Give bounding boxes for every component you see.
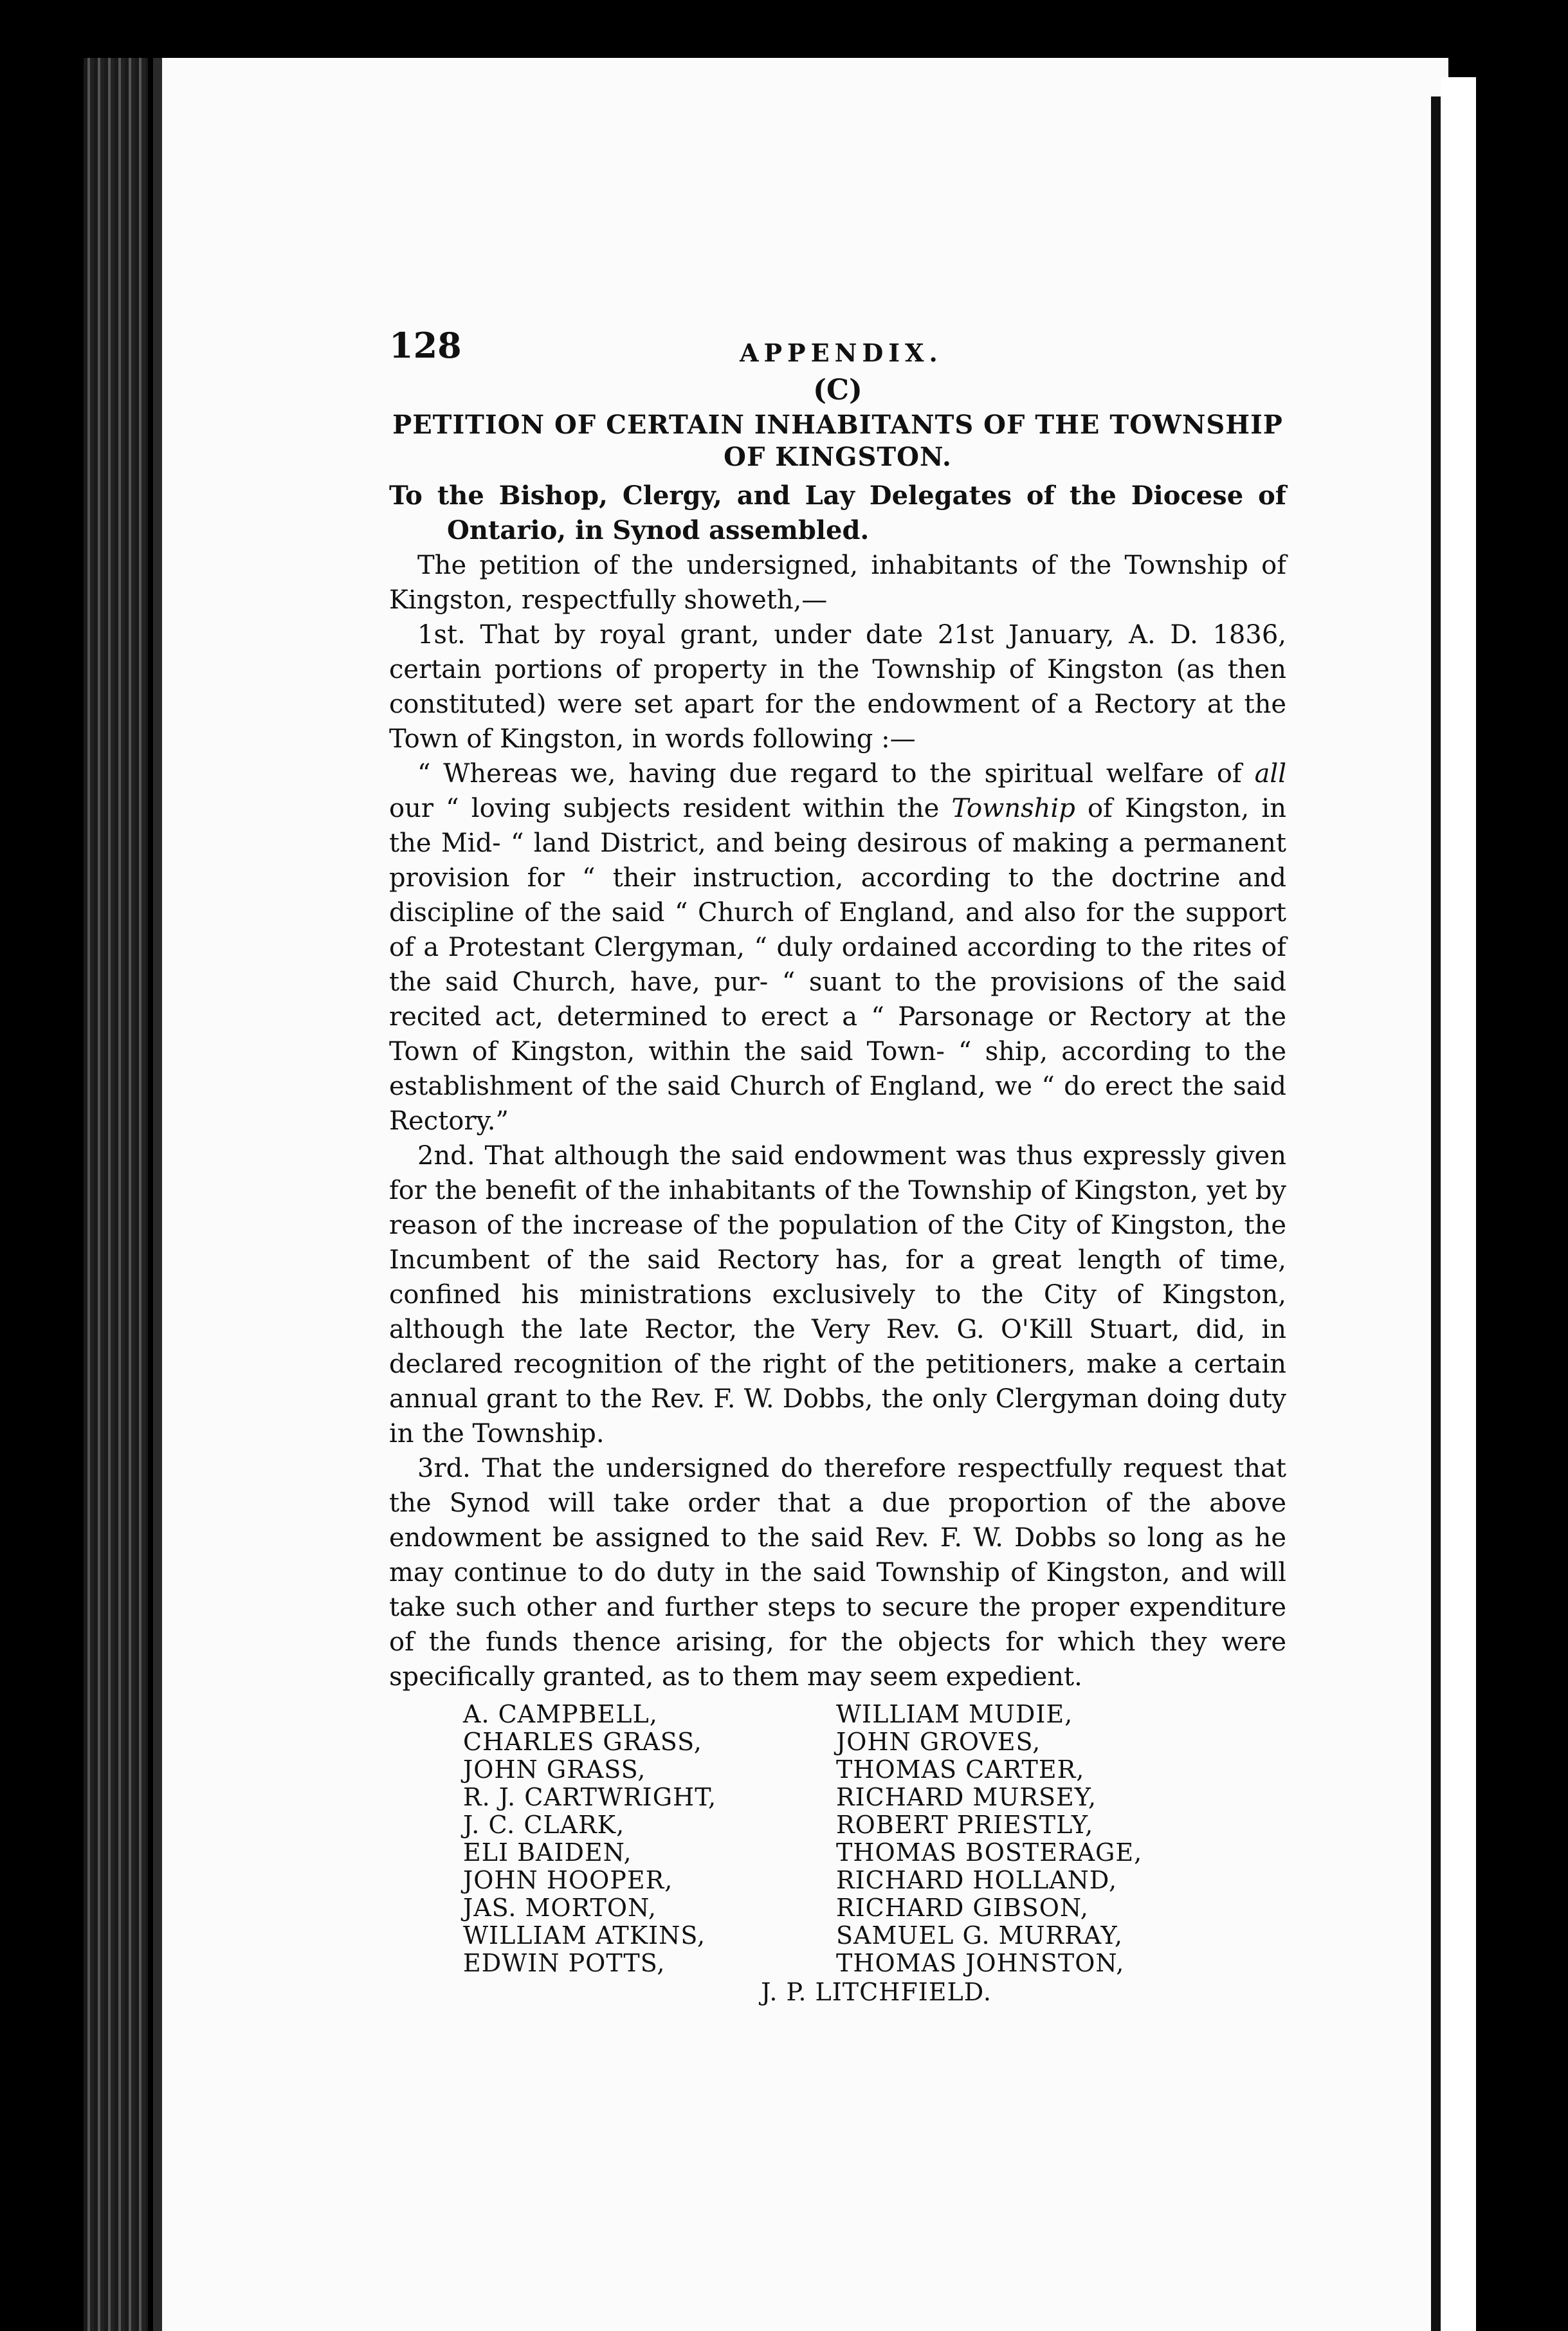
title-line-2: OF KINGSTON.	[724, 442, 952, 472]
quote-italic-all: all	[1254, 759, 1286, 789]
signature: ROBERT PRIESTLY,	[836, 1811, 1094, 1839]
page-number: 128	[389, 325, 462, 366]
signature: EDWIN POTTS,	[463, 1949, 666, 1977]
signature-right-column	[836, 1701, 1222, 1977]
signature: RICHARD MURSEY,	[836, 1783, 1097, 1811]
signature: WILLIAM MUDIE,	[836, 1700, 1073, 1728]
intro-paragraph: The petition of the undersigned, inhabitants of the Township of Kingston, respectfully showeth,—	[389, 551, 1286, 615]
address-line: To the Bishop, Clergy, and Lay Delegates of the Diocese of Ontario, in Synod assembled.	[389, 480, 1286, 545]
signature: THOMAS BOSTERAGE,	[836, 1838, 1143, 1867]
signature: WILLIAM ATKINS,	[463, 1921, 706, 1950]
paragraph-2: 2nd. That although the said endowment was thus expressly given for the benefit of the inhabitants of the Township of Kingston, yet by reason of the increase of the population of the City of Kingston, the Incumbent of the said Rectory has, for a great length of time, confined his ministrations exclusively to the City of Kingston, although the late Rector, the Very Rev. G. O'Kill Stuart, did, in declared recognition of the right of the petitioners, make a certain annual grant to the Rev. F. W. Dobbs, the only Clergyman doing duty in the Township.	[389, 1141, 1286, 1449]
quote-part-a: “ Whereas we, having due regard to the spiritual welfare of	[417, 759, 1255, 789]
book-page-edge	[84, 58, 148, 2331]
signature: RICHARD GIBSON,	[836, 1894, 1089, 1922]
signature-final: J. P. LITCHFIELD.	[761, 1978, 992, 2006]
signature: JAS. MORTON,	[463, 1894, 657, 1922]
page-content	[389, 325, 1286, 2007]
signature: RICHARD HOLLAND,	[836, 1866, 1118, 1894]
signature: THOMAS CARTER,	[836, 1755, 1085, 1784]
signature: JOHN GRASS,	[463, 1755, 646, 1784]
signature-list	[463, 1701, 1286, 1977]
signature-left-column	[463, 1701, 836, 1977]
running-head: APPENDIX.	[740, 338, 943, 367]
signature: R. J. CARTWRIGHT,	[463, 1783, 717, 1811]
royal-grant-quote	[389, 756, 1286, 1138]
paragraph-3: 3rd. That the undersigned do therefore respectfully request that the Synod will take order that a due proportion of the above endowment be assigned to the said Rev. F. W. Dobbs so long as he may continue to do duty in the said Township of Kingston, and will take such other and further steps to secure the proper expenditure of the funds thence arising, for the objects for which they were specifically granted, as to them may seem expedient.	[389, 1454, 1286, 1692]
signature: JOHN HOOPER,	[463, 1866, 673, 1894]
page-header	[389, 325, 1286, 379]
section-mark: (C)	[813, 374, 862, 407]
document-title	[389, 409, 1286, 473]
signature: JOHN GROVES,	[836, 1728, 1041, 1756]
signature: J. C. CLARK,	[463, 1811, 625, 1839]
facing-page-edge	[1441, 77, 1476, 2331]
quote-part-c: our “ loving subjects resident within the	[389, 794, 952, 823]
quote-italic-township: Township	[951, 794, 1075, 823]
signature: SAMUEL G. MURRAY,	[836, 1921, 1123, 1950]
quote-part-e: of Kingston, in the Mid- “ land District, and being desirous of making a permanent provision for “ their instruction, according to the doctrine and discipline of the said “ Church of England, and also for the support of a Protestant Clergyman, “ duly ordained according to the rites of the said Church, have, pur- “ suant to the provisions of the said recited act, determined to erect a “ Parsonage or Rectory at the Town of Kingston, within the said Town- “ ship, according to the establishment of the said Church of England, we “ do erect the said Rectory.”	[389, 794, 1286, 1136]
signature: A. CAMPBELL,	[463, 1700, 658, 1728]
signature: THOMAS JOHNSTON,	[836, 1949, 1125, 1977]
title-line-1: PETITION OF CERTAIN INHABITANTS OF THE TOWNSHIP	[392, 410, 1283, 440]
signature: CHARLES GRASS,	[463, 1728, 702, 1756]
paragraph-1: 1st. That by royal grant, under date 21st January, A. D. 1836, certain portions of property in the Township of Kingston (as then constituted) were set apart for the endowment of a Rectory at the Town of Kingston, in words following :—	[389, 620, 1286, 754]
signature: ELI BAIDEN,	[463, 1838, 632, 1867]
